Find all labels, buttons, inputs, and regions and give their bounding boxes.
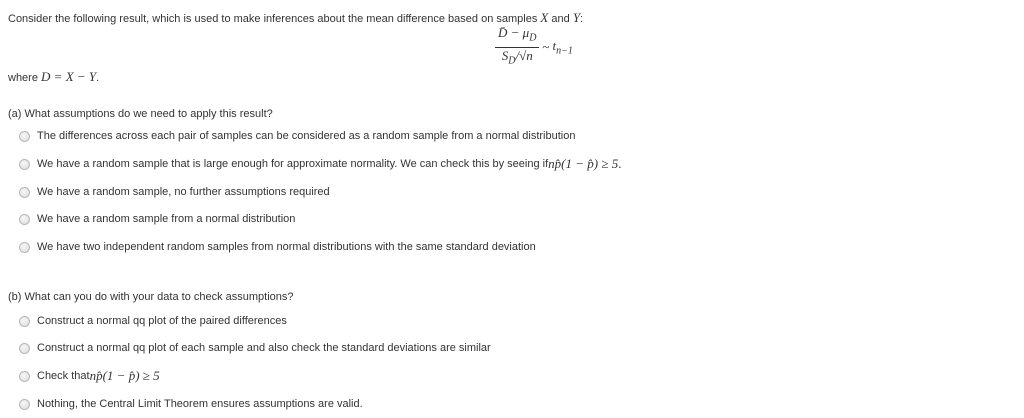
option-b1-label: Construct a normal qq plot of the paired differences (37, 315, 287, 327)
option-a1-label: The differences across each pair of samples can be considered as a random sample from a normal distribution (37, 130, 576, 142)
denominator-rest: /√n (515, 47, 533, 63)
option-b4[interactable] (19, 397, 363, 411)
radio-button[interactable] (19, 371, 30, 382)
dist-t: t (552, 37, 557, 53)
formula-distribution (552, 38, 572, 57)
intro-sentence: Consider the following result, which is used to make inferences about the mean difference based on samples (8, 13, 541, 25)
where-equation: D = X − Y (41, 69, 97, 84)
question-a-label: (a) What assumptions do we need to apply this result? (8, 108, 273, 120)
option-a3[interactable] (19, 185, 330, 199)
radio-button[interactable] (19, 399, 30, 410)
formula-fraction (495, 26, 539, 68)
where-prefix: where (8, 72, 42, 84)
radio-button[interactable] (19, 343, 30, 354)
option-a4-label: We have a random sample from a normal distribution (37, 213, 296, 225)
where-suffix: . (96, 72, 100, 84)
option-b3-label: Check that (37, 370, 90, 382)
radio-button[interactable] (19, 242, 30, 253)
denominator-text: S (501, 47, 509, 63)
numerator-text: D̄ − μ (498, 25, 530, 40)
intro-and: and (548, 13, 573, 25)
option-b4-label: Nothing, the Central Limit Theorem ensures assumptions are valid. (37, 398, 363, 410)
option-b1[interactable] (19, 314, 287, 328)
option-a4[interactable] (19, 212, 295, 226)
var-y: Y (572, 10, 581, 25)
option-a5-label: We have two independent random samples from normal distributions with the same standard deviation (37, 241, 536, 253)
radio-button[interactable] (19, 187, 30, 198)
option-b2-label: Construct a normal qq plot of each sample and also check the standard deviations are similar (37, 342, 491, 354)
option-a2-suffix: . (618, 156, 622, 171)
var-x: X (540, 10, 549, 25)
dist-df: n−1 (556, 45, 573, 57)
option-b3[interactable] (19, 369, 160, 383)
option-b2[interactable] (19, 341, 491, 355)
option-a2-label: We have a random sample that is large enough for approximate normality. We can check this by seeing if (37, 158, 549, 170)
question-b-label: (b) What can you do with your data to check assumptions? (8, 291, 294, 303)
option-b3-math: np̂(1 − p̂) ≥ 5 (89, 368, 160, 383)
intro-colon: : (580, 13, 584, 25)
option-a3-label: We have a random sample, no further assumptions required (37, 186, 330, 198)
radio-button[interactable] (19, 159, 30, 170)
formula-tilde: ~ (542, 39, 550, 55)
option-a1[interactable] (19, 129, 575, 143)
formula-numerator (495, 26, 539, 48)
radio-button[interactable] (19, 131, 30, 142)
option-a2-math: np̂(1 − p̂) ≥ 5 (548, 156, 619, 171)
denominator-sub: D (508, 55, 516, 67)
option-a2[interactable] (19, 157, 621, 171)
radio-button[interactable] (19, 214, 30, 225)
intro-text (8, 10, 583, 26)
t-statistic-formula (495, 26, 573, 68)
formula-denominator (499, 48, 536, 69)
where-line (8, 69, 99, 85)
numerator-sub: D (529, 32, 537, 44)
radio-button[interactable] (19, 316, 30, 327)
option-a5[interactable] (19, 240, 536, 254)
